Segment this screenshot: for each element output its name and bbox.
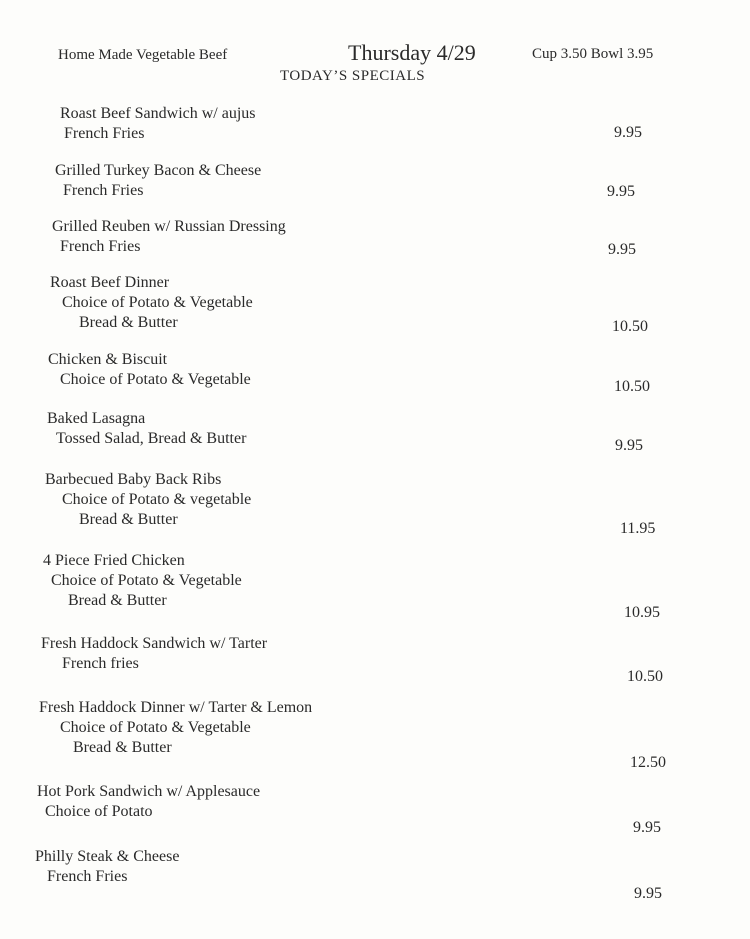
menu-item bbox=[41, 634, 267, 674]
item-price: 9.95 bbox=[633, 819, 661, 836]
menu-item bbox=[55, 161, 261, 201]
item-name: Grilled Reuben w/ Russian Dressing bbox=[52, 218, 286, 235]
item-price: 11.95 bbox=[620, 520, 656, 537]
menu-item bbox=[39, 698, 312, 758]
menu-item bbox=[48, 350, 251, 390]
item-detail: Choice of Potato bbox=[45, 803, 153, 820]
item-name: Chicken & Biscuit bbox=[48, 351, 168, 368]
item-price: 9.95 bbox=[634, 885, 662, 902]
item-detail: Choice of Potato & Vegetable bbox=[62, 294, 253, 311]
item-name: Hot Pork Sandwich w/ Applesauce bbox=[37, 783, 261, 800]
item-detail: French Fries bbox=[64, 125, 145, 142]
item-price: 10.50 bbox=[612, 318, 648, 335]
item-price: 10.95 bbox=[624, 604, 660, 621]
menu-item bbox=[45, 470, 251, 530]
item-detail: Tossed Salad, Bread & Butter bbox=[56, 430, 247, 447]
soup-of-day: Home Made Vegetable Beef bbox=[58, 47, 228, 63]
item-detail: Bread & Butter bbox=[73, 739, 172, 756]
item-name: Fresh Haddock Dinner w/ Tarter & Lemon bbox=[39, 699, 313, 716]
item-price: 10.50 bbox=[614, 378, 650, 395]
item-detail: Choice of Potato & vegetable bbox=[62, 491, 252, 508]
item-name: Roast Beef Dinner bbox=[50, 274, 170, 291]
item-price: 9.95 bbox=[607, 183, 635, 200]
item-detail: Choice of Potato & Vegetable bbox=[60, 371, 251, 388]
item-name: Grilled Turkey Bacon & Cheese bbox=[55, 162, 262, 179]
item-name: Roast Beef Sandwich w/ aujus bbox=[60, 105, 256, 122]
page-title: TODAY’S SPECIALS bbox=[280, 68, 426, 84]
item-detail: French Fries bbox=[63, 182, 144, 199]
item-name: Philly Steak & Cheese bbox=[35, 848, 180, 865]
item-detail: Bread & Butter bbox=[68, 592, 167, 609]
item-detail: Bread & Butter bbox=[79, 314, 178, 331]
item-price: 10.50 bbox=[627, 668, 663, 685]
item-detail: Choice of Potato & Vegetable bbox=[60, 719, 251, 736]
menu-item bbox=[37, 782, 260, 822]
item-price: 12.50 bbox=[630, 754, 666, 771]
item-detail: Choice of Potato & Vegetable bbox=[51, 572, 242, 589]
menu-date: Thursday 4/29 bbox=[348, 40, 476, 65]
item-name: Baked Lasagna bbox=[47, 410, 146, 427]
menu-item bbox=[60, 104, 256, 144]
item-name: Barbecued Baby Back Ribs bbox=[45, 471, 222, 488]
soup-prices: Cup 3.50 Bowl 3.95 bbox=[532, 46, 654, 62]
menu-item bbox=[50, 273, 253, 333]
item-detail: French Fries bbox=[60, 238, 141, 255]
menu-item bbox=[52, 217, 286, 257]
item-price: 9.95 bbox=[614, 124, 642, 141]
menu-item bbox=[35, 847, 179, 887]
item-detail: Bread & Butter bbox=[79, 511, 178, 528]
item-price: 9.95 bbox=[608, 241, 636, 258]
item-detail: French Fries bbox=[47, 868, 128, 885]
item-name: Fresh Haddock Sandwich w/ Tarter bbox=[41, 635, 268, 652]
item-name: 4 Piece Fried Chicken bbox=[43, 552, 185, 569]
menu-item bbox=[47, 409, 246, 449]
menu-item bbox=[43, 551, 242, 611]
item-detail: French fries bbox=[62, 655, 139, 672]
item-price: 9.95 bbox=[615, 437, 643, 454]
